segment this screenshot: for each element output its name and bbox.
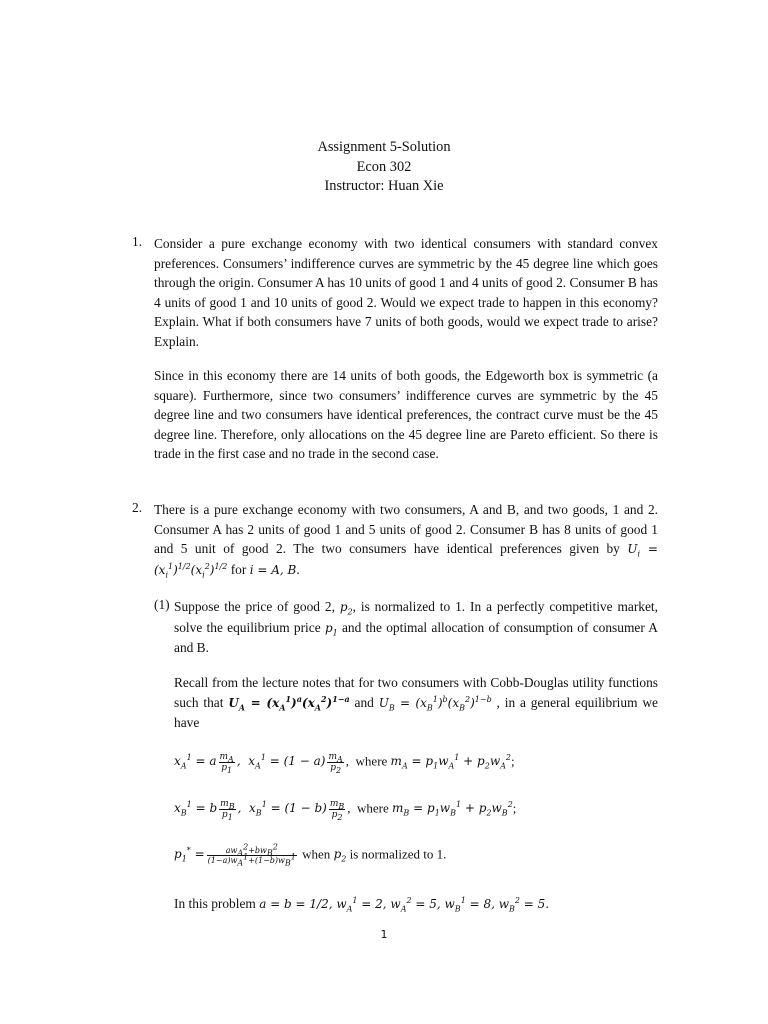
question-1-answer: Since in this economy there are 14 units of both goods, the Edgeworth box is symmetric (a square). Furthermore, since two consumers’ indifference curves are symmetric by the 45 degree line and two consumers have identical preferences, the contract curve must be the 45 degree line. Therefore, only allocations on the 45 degree line are Pareto efficient. So there is trade in the first case and no trade in the second case. (154, 368, 658, 461)
recall-paragraph (174, 673, 658, 733)
recall-and: and (354, 694, 374, 710)
instructor-line: Instructor: Huan Xie (324, 178, 444, 194)
utility-formula: $U_i = (x_i^1)^{1/2}(x_i^2)^{1/2}$ (154, 542, 658, 579)
utility-b-formula: $U_B = (x_B^1)^b(x_B^2)^{1-b}$ (378, 694, 492, 712)
course-code: Econ 302 (356, 158, 412, 175)
part-1 (154, 597, 658, 658)
part-text-b: , is normalized to 1. In a perfectly competitive market, solve the equilibrium price (174, 599, 658, 635)
when-label: when (302, 846, 331, 862)
question-number: 2. (132, 500, 143, 515)
part-label: (1) (154, 597, 170, 612)
where-label: where (357, 800, 389, 816)
recall-text-b: , in a general equilibrium we have (174, 694, 658, 730)
document-header (0, 138, 768, 197)
question-text: There is a pure exchange economy with two consumers, A and B, and two goods, 1 and 2. Consumer A has 2 units of good 1 and 5 units of good 2. Consumer B has 8 units of good 1 and 5 unit of good 2. The two consumers have identical preferences given by $U_i = (x_i^1)^{1/2}(x_i^2)^{1/2}$ for i = A, B. (154, 502, 658, 579)
question-text-main: There is a pure exchange economy with two consumers, A and B, and two goods, 1 and 2. Consumer A has 2 units of good 1 and 5 units of good 2. Consumer B has 8 units of good 1 and 5 unit of good 2. The two consumers have identical preferences given by (154, 502, 658, 556)
problem-parameters: In this problem a = b = 1/2, $w_A^1 = 2$, $w_A^2 = 5$, $w_B^1 = 8$, $w_B^2 = 5$. (174, 896, 550, 914)
equation-demand-a: $x_A^1 = a$ $\frac{m_A}{p_1}$ , $x_A^1 = (1 - a)$ $\frac{m_A}{p_2}$ , where $m_A = p_1w_A^1 + p_2w_A^2$; (174, 752, 515, 775)
equation-equilibrium-price: $p_1^*$ = $\frac{aw_A^2+bw_B^2}{(1-a)w_A^1+(1-b)w_B^1}$ when $p_2$ is normalized to 1. (174, 842, 447, 868)
equation-demand-b: $x_B^1 = b$ $\frac{m_B}{p_1}$ , $x_B^1 = (1 - b)$ $\frac{m_B}{p_2}$ , where $m_B = p_1w_B^1 + p_2w_B^2$; (174, 799, 517, 822)
part-1-text (174, 597, 658, 658)
where-label: where (355, 753, 388, 769)
price-symbol: $p_1$ (324, 620, 338, 637)
question-2 (132, 500, 658, 580)
question-1 (132, 234, 658, 351)
recall-text-a: Recall from the lecture notes that for two consumers with Cobb-Douglas utility functions such that (174, 675, 658, 710)
problem-intro: In this problem (174, 896, 256, 911)
part-text-a: Suppose the price of good 2, (174, 599, 335, 614)
normalized-text: is normalized to 1. (349, 846, 447, 862)
price-symbol: $p_2$ (339, 600, 353, 617)
question-number: 1. (132, 234, 143, 249)
page-number: 1 (380, 928, 388, 941)
question-text: Consider a pure exchange economy with two identical consumers with standard convex preferences. Consumers’ indifference curves are symmetric by the 45 degree line which goes through the origin. Consumer A has 10 units of good 1 and 4 units of good 2. Consumer B has 4 units of good 1 and 10 units of good 2. Would we expect trade to happen in this economy? Explain. What if both consumers have 7 units of both goods, would we expect trade to arise? Explain. (154, 236, 658, 349)
utility-a-formula: $U_A = (x_A^1)^a(x_A^2)^{1-a}$ (228, 693, 350, 712)
index-formula: i = A, B (249, 562, 297, 577)
part-text-c: and the optimal allocation of consumption of consumer A and B. (174, 619, 658, 655)
assignment-title: Assignment 5-Solution (317, 139, 451, 155)
question-text-end: for (230, 561, 247, 577)
